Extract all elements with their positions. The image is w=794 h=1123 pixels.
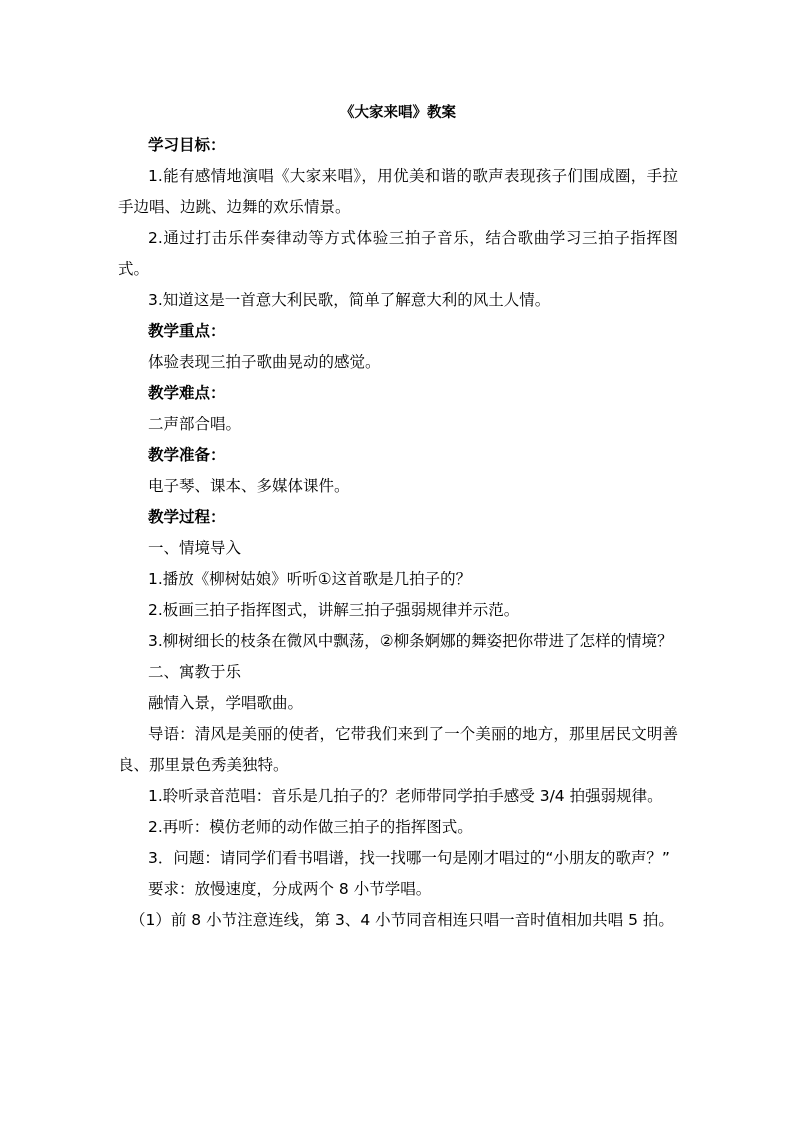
part1-item-1: 1.播放《柳树姑娘》听听①这首歌是几拍子的？ <box>148 570 472 588</box>
part2-item-3: 3．问题：请同学们看书唱谱，找一找哪一句是刚才唱过的“小朋友的歌声？” <box>148 849 670 867</box>
part2-title: 二、寓教于乐 <box>148 663 242 681</box>
document-title: 《大家来唱》教案 <box>340 105 456 121</box>
part2-item-2: 2.再听：模仿老师的动作做三拍子的指挥图式。 <box>148 818 473 836</box>
document-page <box>118 100 678 936</box>
part2-requirement: 要求：放慢速度，分成两个 8 小节学唱。 <box>148 880 432 898</box>
key-points-text: 体验表现三拍子歌曲晃动的感觉。 <box>148 353 381 371</box>
part2-guide: 导语：清风是美丽的使者，它带我们来到了一个美丽的地方，那里居民文明善良、那里景色秀美独特。 <box>118 725 678 774</box>
part2-subitem-1: （1）前 8 小节注意连线，第 3、4 小节同音相连只唱一音时值相加共唱 5 拍。 <box>130 911 674 929</box>
difficulty-text: 二声部合唱。 <box>148 415 242 433</box>
section-heading-process: 教学过程： <box>148 508 226 526</box>
objective-item-3: 3.知道这是一首意大利民歌，简单了解意大利的风土人情。 <box>148 291 551 309</box>
section-heading-objectives: 学习目标： <box>148 136 226 154</box>
part1-item-2: 2.板画三拍子指挥图式，讲解三拍子强弱规律并示范。 <box>148 601 520 619</box>
objective-item-2: 2.通过打击乐伴奏律动等方式体验三拍子音乐，结合歌曲学习三拍子指挥图式。 <box>118 229 678 278</box>
part2-item-1: 1.聆听录音范唱：音乐是几拍子的？老师带同学拍手感受 3/4 拍强弱规律。 <box>148 787 663 805</box>
section-heading-preparation: 教学准备： <box>148 446 226 464</box>
part1-title: 一、情境导入 <box>148 539 242 557</box>
section-heading-difficulty: 教学难点： <box>148 384 226 402</box>
section-heading-key-points: 教学重点： <box>148 322 226 340</box>
objective-item-1: 1.能有感情地演唱《大家来唱》，用优美和谐的歌声表现孩子们围成圈，手拉手边唱、边跳、边舞的欢乐情景。 <box>118 167 678 216</box>
part2-intro: 融情入景，学唱歌曲。 <box>148 694 304 712</box>
preparation-text: 电子琴、课本、多媒体课件。 <box>148 477 350 495</box>
part1-item-3: 3.柳树细长的枝条在微风中飘荡，②柳条婀娜的舞姿把你带进了怎样的情境？ <box>148 632 673 650</box>
